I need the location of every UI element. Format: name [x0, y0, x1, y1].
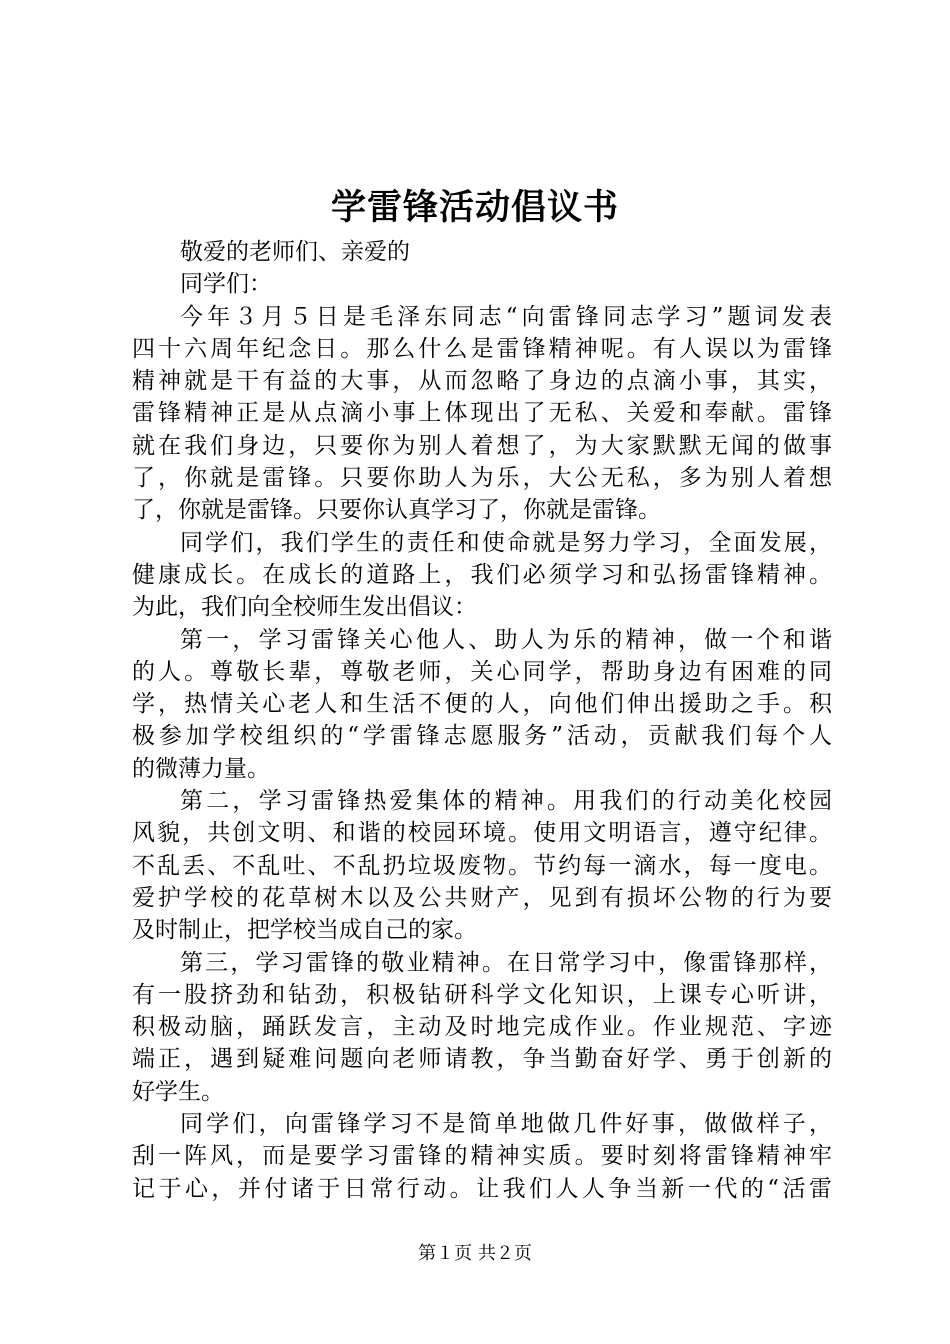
- body-text-line: 四十六周年纪念日。那么什么是雷锋精神呢。有人误以为雷锋: [132, 335, 832, 362]
- body-text-line: 今年３月５日是毛泽东同志“向雷锋同志学习”题词发表: [180, 303, 832, 330]
- body-text-line: 同学们，向雷锋学习不是简单地做几件好事，做做样子，: [180, 1111, 832, 1138]
- body-text-line: 风貌，共创文明、和谐的校园环境。使用文明语言，遵守纪律。: [132, 820, 832, 847]
- body-text-line: 雷锋精神正是从点滴小事上体现出了无私、关爱和奉献。雷锋: [132, 400, 832, 427]
- body-text-line: 为此，我们向全校师生发出倡议：: [132, 594, 477, 621]
- body-text-line: 好学生。: [132, 1078, 224, 1105]
- body-text-line: 爱护学校的花草树木以及公共财产，见到有损坏公物的行为要: [132, 884, 832, 911]
- body-text-line: 同学们，我们学生的责任和使命就是努力学习，全面发展，: [180, 529, 832, 556]
- body-text-line: 同学们：: [180, 271, 272, 298]
- body-text-line: 第一，学习雷锋关心他人、助人为乐的精神，做一个和谐: [180, 626, 832, 653]
- body-text-line: 的微薄力量。: [132, 755, 270, 782]
- body-text-line: 精神就是干有益的大事，从而忽略了身边的点滴小事，其实，: [132, 368, 832, 395]
- body-text-line: 刮一阵风，而是要学习雷锋的精神实质。要时刻将雷锋精神牢: [132, 1143, 832, 1170]
- body-text-line: 记于心，并付诸于日常行动。让我们人人争当新一代的“活雷: [132, 1175, 832, 1202]
- body-text-line: 了，你就是雷锋。只要你认真学习了，你就是雷锋。: [132, 497, 661, 524]
- body-text-line: 敬爱的老师们、亲爱的: [180, 239, 410, 265]
- document-title: 学雷锋活动倡议书: [330, 187, 619, 228]
- body-text-line: 积极动脑，踊跃发言，主动及时地完成作业。作业规范、字迹: [132, 1014, 832, 1041]
- body-text-line: 就在我们身边，只要你为别人着想了，为大家默默无闻的做事: [132, 432, 832, 459]
- body-text-line: 有一股挤劲和钻劲，积极钻研科学文化知识，上课专心听讲，: [132, 981, 832, 1008]
- page-footer: 第１页 共２页: [418, 1243, 532, 1264]
- body-text-line: 学，热情关心老人和生活不便的人，向他们伸出援助之手。积: [132, 691, 832, 718]
- body-text-line: 及时制止，把学校当成自己的家。: [132, 917, 477, 944]
- body-text-line: 了，你就是雷锋。只要你助人为乐，大公无私，多为别人着想: [132, 465, 832, 492]
- body-text-line: 不乱丢、不乱吐、不乱扔垃圾废物。节约每一滴水，每一度电。: [132, 852, 832, 879]
- body-text-line: 第三，学习雷锋的敬业精神。在日常学习中，像雷锋那样，: [180, 949, 832, 976]
- body-text-line: 的人。尊敬长辈，尊敬老师，关心同学，帮助身边有困难的同: [132, 658, 832, 685]
- body-text-line: 端正，遇到疑难问题向老师请教，争当勤奋好学、勇于创新的: [132, 1046, 832, 1073]
- body-text-line: 健康成长。在成长的道路上，我们必须学习和弘扬雷锋精神。: [132, 561, 832, 588]
- body-text-line: 第二，学习雷锋热爱集体的精神。用我们的行动美化校园: [180, 788, 832, 815]
- document-body: [132, 236, 832, 1205]
- body-text-line: 极参加学校组织的“学雷锋志愿服务”活动，贡献我们每个人: [132, 723, 832, 750]
